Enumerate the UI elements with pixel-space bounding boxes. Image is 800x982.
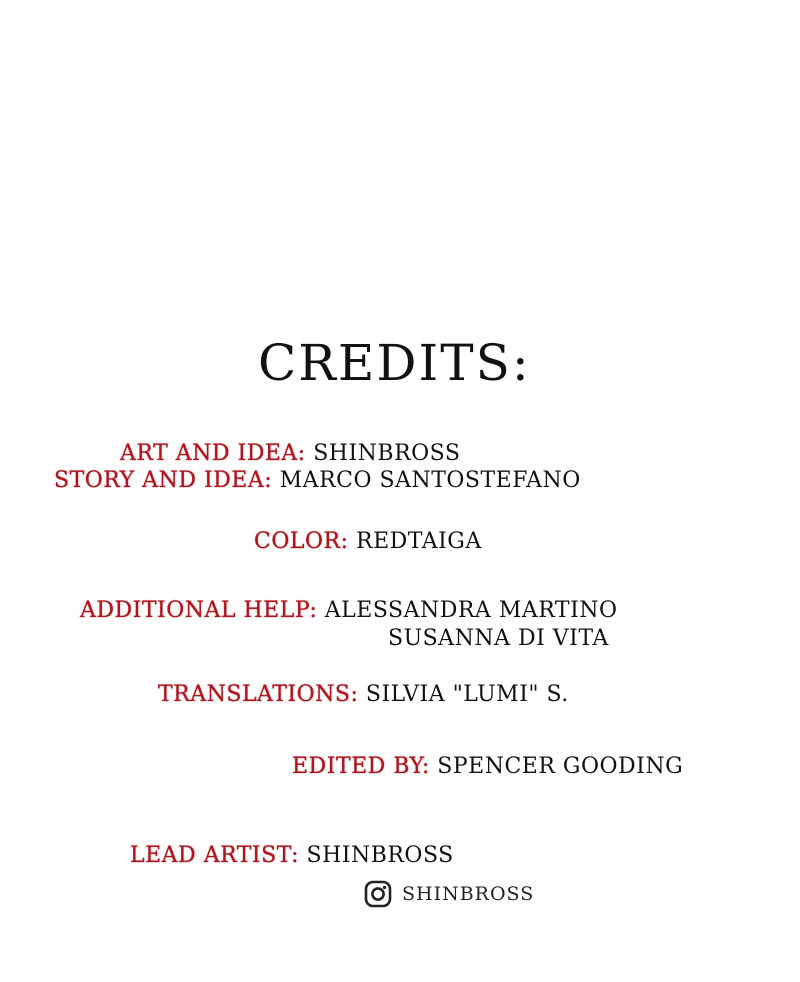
- instagram-icon: [364, 880, 392, 908]
- credit-label: LEAD ARTIST:: [130, 843, 299, 868]
- credit-label: ADDITIONAL HELP:: [80, 598, 318, 623]
- credit-translations: [158, 684, 569, 706]
- credit-value: SHINBROSS: [306, 843, 454, 868]
- credit-lead-artist: [130, 845, 454, 867]
- credit-additional-help-second: [388, 628, 609, 650]
- credit-label: EDITED BY:: [292, 754, 430, 779]
- credit-label: STORY AND IDEA:: [54, 468, 273, 493]
- social-handle-text: SHINBROSS: [402, 883, 535, 905]
- credit-value: SPENCER GOODING: [437, 754, 684, 779]
- social-handle[interactable]: [364, 880, 534, 908]
- page-title: CREDITS:: [258, 334, 531, 392]
- credit-color: [254, 531, 482, 553]
- credit-value: REDTAIGA: [356, 529, 482, 554]
- credit-value: ALESSANDRA MARTINO: [324, 598, 618, 623]
- credit-value: SILVIA "LUMI" S.: [365, 682, 569, 707]
- credit-label: TRANSLATIONS:: [158, 682, 359, 707]
- credit-value: SUSANNA DI VITA: [388, 626, 609, 651]
- credit-value: MARCO SANTOSTEFANO: [279, 468, 581, 493]
- credit-edited-by: [292, 756, 683, 778]
- credit-label: COLOR:: [254, 529, 349, 554]
- credit-value: SHINBROSS: [313, 441, 461, 466]
- credit-additional-help: [80, 600, 618, 622]
- credit-story-and-idea: [54, 470, 581, 492]
- credit-art-and-idea: [120, 443, 460, 465]
- credit-label: ART AND IDEA:: [120, 441, 306, 466]
